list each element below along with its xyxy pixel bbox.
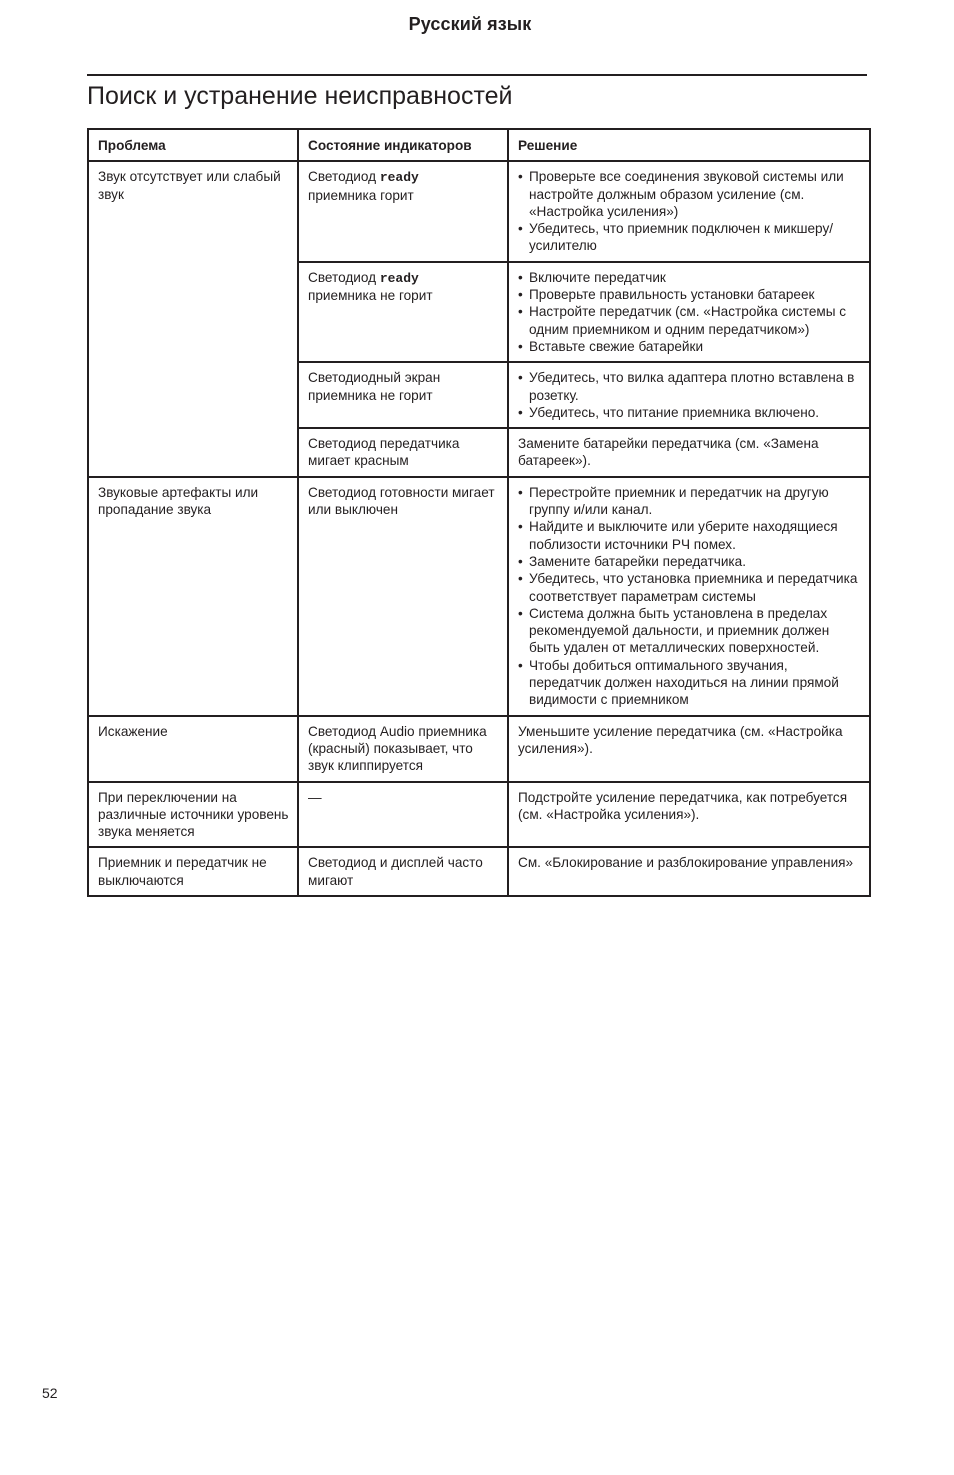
solution-cell: Замените батарейки передатчика (см. «Замена батареек»). (508, 428, 870, 477)
solution-item: • Убедитесь, что вилка адаптера плотно вставлена в розетку. (518, 369, 861, 404)
status-cell (298, 262, 508, 362)
solution-item: • Включите передатчик (518, 269, 861, 286)
header-problem: Проблема (88, 129, 298, 161)
solution-cell: Уменьшите усиление передатчика (см. «Настройка усиления»). (508, 716, 870, 782)
status-text: приемника горит (308, 187, 414, 203)
status-cell: Светодиодный экран приемника не горит (298, 362, 508, 428)
solution-item: • Проверьте все соединения звуковой системы или настройте должным образом усиление (см. «Настройка усиления») (518, 168, 861, 220)
table-header-row (88, 129, 870, 161)
solution-item: • Убедитесь, что питание приемника включено. (518, 404, 861, 421)
header-solution: Решение (508, 129, 870, 161)
problem-cell: Искажение (88, 716, 298, 782)
title-rule (87, 74, 867, 76)
status-text: Светодиод (308, 269, 380, 285)
solution-item: • Замените батарейки передатчика. (518, 553, 861, 570)
solution-cell (508, 262, 870, 362)
status-cell: — (298, 782, 508, 848)
status-cell: Светодиод Audio приемника (красный) показывает, что звук клиппируется (298, 716, 508, 782)
status-cell: Светодиод и дисплей часто мигают (298, 847, 508, 896)
table-row (88, 782, 870, 848)
status-cell: Светодиод передатчика мигает красным (298, 428, 508, 477)
table-row (88, 477, 870, 716)
problem-cell: Звук отсутствует или слабый звук (88, 161, 298, 476)
status-cell: Светодиод готовности мигает или выключен (298, 477, 508, 716)
language-header: Русский язык (408, 14, 532, 34)
page-title: Поиск и устранение неисправностей (87, 82, 513, 110)
solution-item: • Система должна быть установлена в пределах рекомендуемой дальности, и приемник должен быть удален от металлических поверхностей. (518, 605, 861, 657)
status-text: Светодиод (308, 169, 380, 185)
status-text: приемника не горит (308, 288, 433, 304)
solution-cell (508, 477, 870, 716)
header-status: Состояние индикаторов (298, 129, 508, 161)
ready-code: ready (379, 170, 419, 186)
status-cell (298, 161, 508, 261)
problem-cell: Приемник и передатчик не выключаются (88, 847, 298, 896)
solution-item: • Перестройте приемник и передатчик на другую группу и/или канал. (518, 484, 861, 519)
page-number: 52 (42, 1385, 58, 1401)
problem-cell: При переключении на различные источники уровень звука меняется (88, 782, 298, 848)
solution-item: • Проверьте правильность установки батареек (518, 286, 861, 303)
problem-cell: Звуковые артефакты или пропадание звука (88, 477, 298, 716)
solution-cell: Подстройте усиление передатчика, как потребуется (см. «Настройка усиления»). (508, 782, 870, 848)
solution-item: • Убедитесь, что установка приемника и передатчика соответствует параметрам системы (518, 570, 861, 605)
table-row (88, 161, 870, 261)
table-row (88, 847, 870, 896)
solution-cell: См. «Блокирование и разблокирование управления» (508, 847, 870, 896)
solution-item: • Чтобы добиться оптимального звучания, передатчик должен находиться на линии прямой видимости с приемником (518, 657, 861, 709)
troubleshooting-table (87, 128, 871, 897)
table-row (88, 716, 870, 782)
solution-item: • Вставьте свежие батарейки (518, 338, 861, 355)
solution-item: • Найдите и выключите или уберите находящиеся поблизости источники РЧ помех. (518, 518, 861, 553)
ready-code: ready (379, 270, 419, 286)
solution-cell (508, 161, 870, 261)
solution-cell (508, 362, 870, 428)
solution-item: • Убедитесь, что приемник подключен к микшеру/усилителю (518, 220, 861, 255)
solution-item: • Настройте передатчик (см. «Настройка системы с одним приемником и одним передатчиком») (518, 303, 861, 338)
